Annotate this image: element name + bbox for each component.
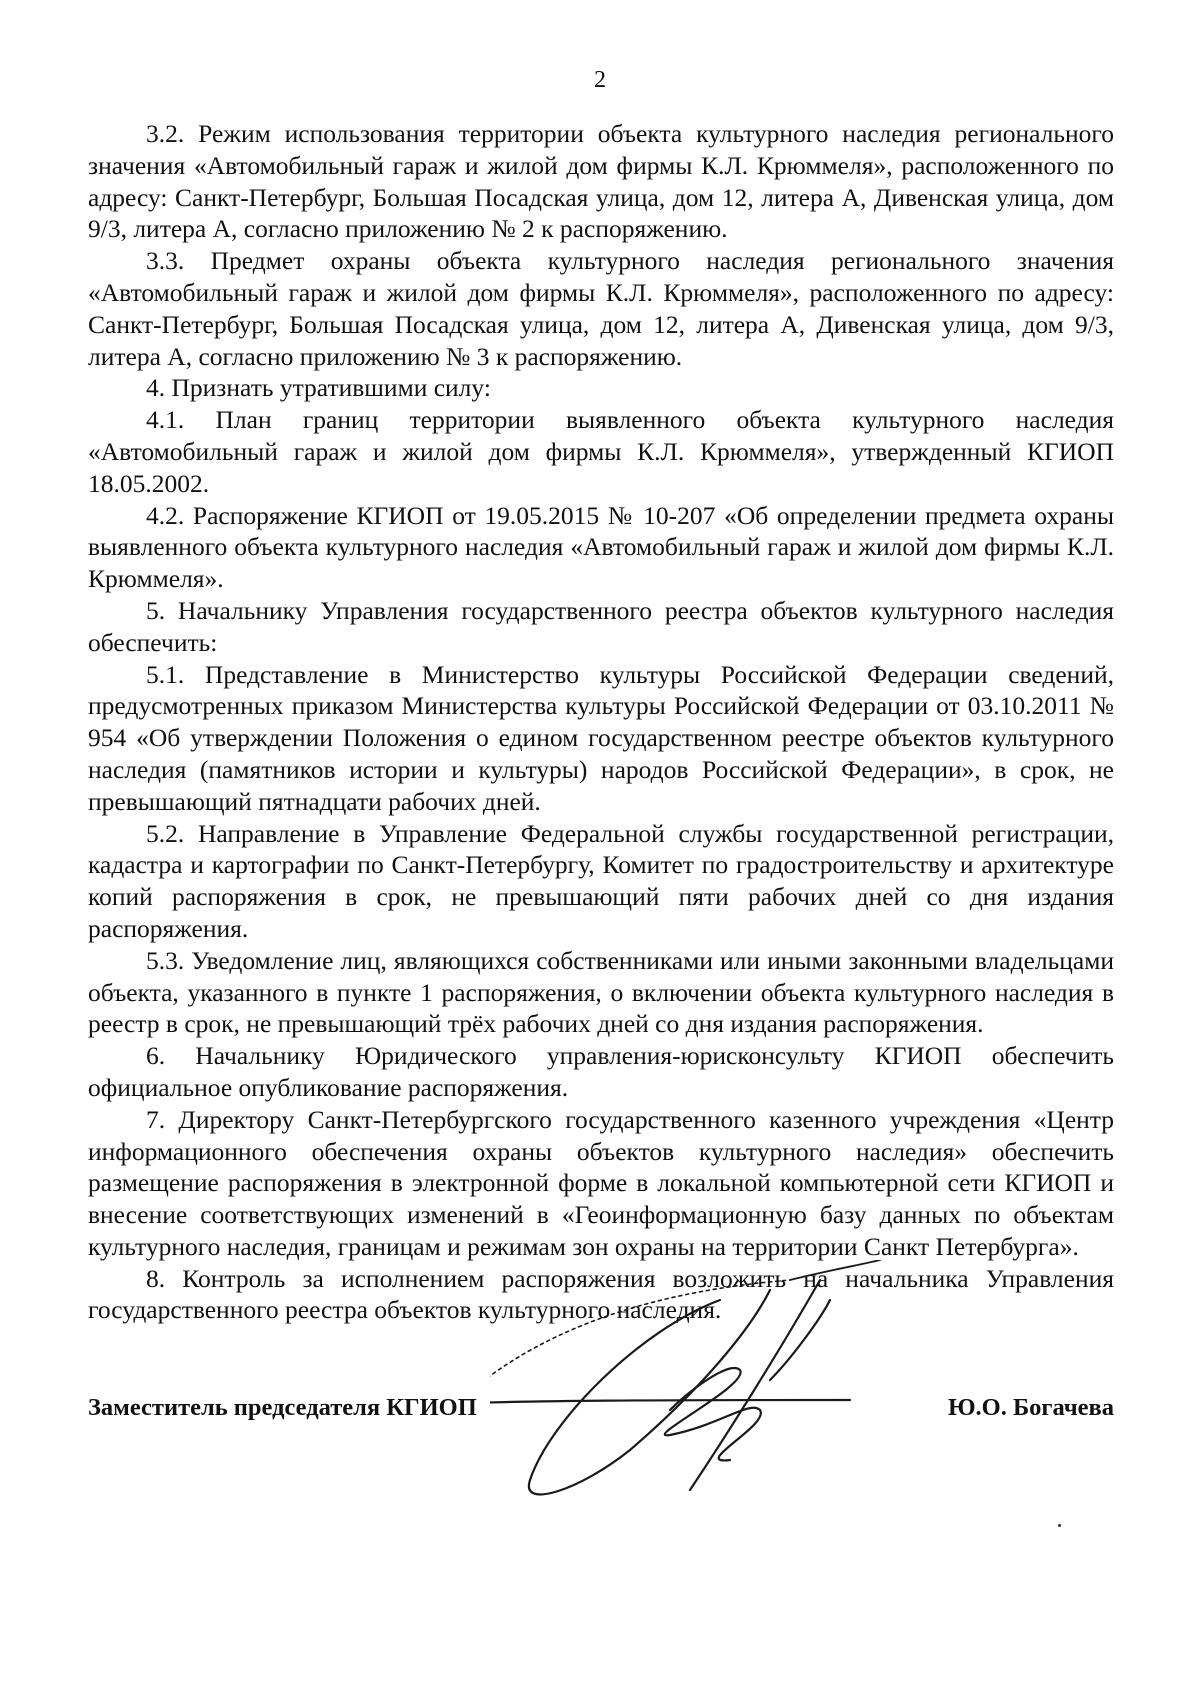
signatory-name: Ю.О. Богачева (947, 1394, 1114, 1421)
paragraph-5-1: 5.1. Представление в Министерство культуры Российской Федерации сведений, предусмотренных приказом Министерства культуры Российской Федерации от 03.10.2011 № 954 «Об утверждении Положения о едином государственном реестре объектов культурного наследия (памятников истории и культуры) народов Российской Федерации», в срок, не превышающий пятнадцати рабочих дней. (88, 659, 1114, 816)
paragraph-7: 7. Директору Санкт-Петербургского государственного казенного учреждения «Центр информационного обеспечения охраны объектов культурного наследия» обеспечить размещение распоряжения в электронной форме в локальной компьютерной сети КГИОП и внесение соответствующих изменений в «Геоинформационную базу данных по объектам культурного наследия, границам и режимам зон охраны на территории Санкт Петербурга». (88, 1104, 1114, 1261)
paragraph-8: 8. Контроль за исполнением распоряжения возложить на начальника Управления государственного реестра объектов культурного наследия. (88, 1263, 1114, 1325)
paragraph-6: 6. Начальнику Юридического управления-юрисконсульту КГИОП обеспечить официальное опубликование распоряжения. (88, 1041, 1114, 1102)
paragraph-5-3: 5.3. Уведомление лиц, являющихся собственниками или иными законными владельцами объекта, указанного в пункте 1 распоряжения, о включении объекта культурного наследия в реестр в срок, не превышающий трёх рабочих дней со дня издания распоряжения. (88, 945, 1114, 1039)
paragraph-3-2: 3.2. Режим использования территории объекта культурного наследия регионального значения «Автомобильный гараж и жилой дом фирмы К.Л. Крюммеля», расположенного по адресу: Санкт-Петербург, Большая Посадская улица, дом 12, литера А, Дивенская улица, дом 9/3, литера А, согласно приложению № 2 к распоряжению. (88, 119, 1114, 244)
paragraph-3-3: 3.3. Предмет охраны объекта культурного наследия регионального значения «Автомобильный гараж и жилой дом фирмы К.Л. Крюммеля», расположенного по адресу: Санкт-Петербург, Большая Посадская улица, дом 12, литера А, Дивенская улица, дом 9/3, литера А, согласно приложению № 3 к распоряжению. (88, 246, 1114, 371)
scan-speck (1058, 1524, 1061, 1527)
paragraph-5: 5. Начальнику Управления государственного реестра объектов культурного наследия обеспечить: (88, 595, 1114, 657)
paragraph-4-1: 4.1. План границ территории выявленного объекта культурного наследия «Автомобильный гараж и жилой дом фирмы К.Л. Крюммеля», утвержденный КГИОП 18.05.2002. (88, 405, 1114, 498)
page-number: 2 (594, 67, 606, 93)
paragraph-4-2: 4.2. Распоряжение КГИОП от 19.05.2015 № 10-207 «Об определении предмета охраны выявленного объекта культурного наследия «Автомобильный гараж и жилой дом фирмы К.Л. Крюммеля». (88, 500, 1114, 594)
document-body (88, 118, 1114, 1326)
handwritten-signature (490, 1260, 960, 1500)
paragraph-4: 4. Признать утратившими силу: (146, 373, 491, 403)
signatory-position: Заместитель председателя КГИОП (88, 1394, 477, 1421)
paragraph-5-2: 5.2. Направление в Управление Федеральной службы государственной регистрации, кадастра и картографии по Санкт-Петербургу, Комитет по градостроительству и архитектуре копий распоряжения в срок, не превышающий пяти рабочих дней со дня издания распоряжения. (88, 818, 1114, 943)
